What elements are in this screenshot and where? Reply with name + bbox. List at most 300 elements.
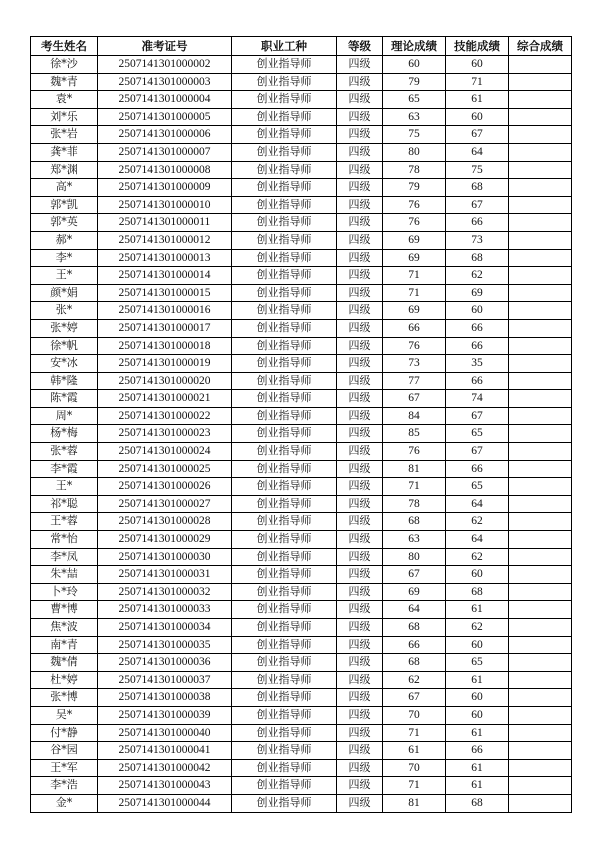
cell-theory-score: 77 (383, 372, 446, 390)
cell-level: 四级 (337, 143, 383, 161)
cell-job: 创业指导师 (232, 759, 337, 777)
cell-theory-score: 68 (383, 619, 446, 637)
cell-theory-score: 69 (383, 583, 446, 601)
cell-total-score (509, 214, 572, 232)
table-row (31, 724, 572, 742)
table-row (31, 126, 572, 144)
cell-level: 四级 (337, 425, 383, 443)
cell-ticket-id: 2507141301000030 (98, 548, 232, 566)
cell-skill-score: 60 (446, 706, 509, 724)
header-row (31, 37, 572, 56)
table-row (31, 706, 572, 724)
cell-level: 四级 (337, 407, 383, 425)
cell-name: 颜*娟 (31, 284, 98, 302)
cell-name: 王*军 (31, 759, 98, 777)
cell-skill-score: 62 (446, 548, 509, 566)
cell-name: 祁*聪 (31, 495, 98, 513)
cell-total-score (509, 267, 572, 285)
cell-ticket-id: 2507141301000036 (98, 654, 232, 672)
cell-ticket-id: 2507141301000021 (98, 390, 232, 408)
cell-total-score (509, 249, 572, 267)
cell-name: 陈*霞 (31, 390, 98, 408)
cell-name: 郭*凯 (31, 196, 98, 214)
cell-level: 四级 (337, 161, 383, 179)
cell-level: 四级 (337, 390, 383, 408)
table-row (31, 583, 572, 601)
cell-total-score (509, 777, 572, 795)
table-row (31, 531, 572, 549)
header-ticket-id: 准考证号 (98, 37, 232, 56)
cell-name: 郭*英 (31, 214, 98, 232)
cell-theory-score: 78 (383, 161, 446, 179)
cell-level: 四级 (337, 724, 383, 742)
cell-job: 创业指导师 (232, 231, 337, 249)
cell-level: 四级 (337, 302, 383, 320)
cell-job: 创业指导师 (232, 601, 337, 619)
table-row (31, 73, 572, 91)
cell-job: 创业指导师 (232, 179, 337, 197)
cell-level: 四级 (337, 126, 383, 144)
cell-skill-score: 64 (446, 143, 509, 161)
cell-ticket-id: 2507141301000012 (98, 231, 232, 249)
cell-ticket-id: 2507141301000041 (98, 742, 232, 760)
cell-name: 张*蓉 (31, 443, 98, 461)
cell-skill-score: 61 (446, 91, 509, 109)
cell-level: 四级 (337, 460, 383, 478)
cell-job: 创业指导师 (232, 284, 337, 302)
cell-total-score (509, 337, 572, 355)
cell-skill-score: 61 (446, 724, 509, 742)
cell-level: 四级 (337, 267, 383, 285)
cell-total-score (509, 636, 572, 654)
table-row (31, 231, 572, 249)
cell-skill-score: 65 (446, 478, 509, 496)
cell-ticket-id: 2507141301000029 (98, 531, 232, 549)
cell-skill-score: 69 (446, 284, 509, 302)
cell-total-score (509, 513, 572, 531)
cell-job: 创业指导师 (232, 372, 337, 390)
cell-skill-score: 68 (446, 249, 509, 267)
cell-skill-score: 66 (446, 742, 509, 760)
cell-name: 卜*玲 (31, 583, 98, 601)
cell-ticket-id: 2507141301000004 (98, 91, 232, 109)
cell-skill-score: 68 (446, 583, 509, 601)
cell-job: 创业指导师 (232, 619, 337, 637)
cell-theory-score: 67 (383, 689, 446, 707)
table-row (31, 161, 572, 179)
cell-total-score (509, 495, 572, 513)
cell-total-score (509, 355, 572, 373)
cell-theory-score: 73 (383, 355, 446, 373)
cell-job: 创业指导师 (232, 794, 337, 812)
cell-name: 王*蓉 (31, 513, 98, 531)
table-row (31, 407, 572, 425)
cell-level: 四级 (337, 108, 383, 126)
cell-skill-score: 61 (446, 671, 509, 689)
cell-theory-score: 75 (383, 126, 446, 144)
cell-level: 四级 (337, 636, 383, 654)
cell-theory-score: 71 (383, 724, 446, 742)
cell-ticket-id: 2507141301000011 (98, 214, 232, 232)
cell-name: 谷*园 (31, 742, 98, 760)
table-row (31, 759, 572, 777)
cell-skill-score: 61 (446, 601, 509, 619)
cell-theory-score: 71 (383, 478, 446, 496)
cell-skill-score: 75 (446, 161, 509, 179)
table-row (31, 143, 572, 161)
cell-ticket-id: 2507141301000003 (98, 73, 232, 91)
cell-job: 创业指导师 (232, 161, 337, 179)
table-row (31, 619, 572, 637)
cell-total-score (509, 724, 572, 742)
table-row (31, 742, 572, 760)
cell-total-score (509, 531, 572, 549)
header-level: 等级 (337, 37, 383, 56)
cell-theory-score: 64 (383, 601, 446, 619)
cell-total-score (509, 284, 572, 302)
cell-level: 四级 (337, 742, 383, 760)
cell-ticket-id: 2507141301000025 (98, 460, 232, 478)
cell-theory-score: 66 (383, 319, 446, 337)
cell-level: 四级 (337, 56, 383, 74)
cell-level: 四级 (337, 759, 383, 777)
cell-total-score (509, 372, 572, 390)
cell-ticket-id: 2507141301000009 (98, 179, 232, 197)
cell-level: 四级 (337, 689, 383, 707)
table-row (31, 548, 572, 566)
cell-job: 创业指导师 (232, 143, 337, 161)
cell-ticket-id: 2507141301000015 (98, 284, 232, 302)
cell-ticket-id: 2507141301000035 (98, 636, 232, 654)
cell-theory-score: 70 (383, 706, 446, 724)
cell-level: 四级 (337, 355, 383, 373)
cell-theory-score: 79 (383, 73, 446, 91)
cell-total-score (509, 319, 572, 337)
cell-skill-score: 66 (446, 460, 509, 478)
table-row (31, 249, 572, 267)
cell-theory-score: 69 (383, 231, 446, 249)
cell-name: 南*青 (31, 636, 98, 654)
table-row (31, 390, 572, 408)
cell-level: 四级 (337, 179, 383, 197)
cell-ticket-id: 2507141301000020 (98, 372, 232, 390)
cell-total-score (509, 601, 572, 619)
cell-ticket-id: 2507141301000019 (98, 355, 232, 373)
cell-level: 四级 (337, 478, 383, 496)
cell-name: 魏*倩 (31, 654, 98, 672)
cell-job: 创业指导师 (232, 337, 337, 355)
cell-job: 创业指导师 (232, 724, 337, 742)
cell-name: 王* (31, 478, 98, 496)
cell-total-score (509, 302, 572, 320)
cell-total-score (509, 742, 572, 760)
cell-ticket-id: 2507141301000005 (98, 108, 232, 126)
cell-total-score (509, 56, 572, 74)
table-row (31, 108, 572, 126)
cell-name: 张*岩 (31, 126, 98, 144)
cell-theory-score: 76 (383, 214, 446, 232)
cell-total-score (509, 689, 572, 707)
cell-ticket-id: 2507141301000027 (98, 495, 232, 513)
cell-total-score (509, 143, 572, 161)
cell-level: 四级 (337, 196, 383, 214)
cell-total-score (509, 91, 572, 109)
cell-name: 韩*隆 (31, 372, 98, 390)
cell-ticket-id: 2507141301000018 (98, 337, 232, 355)
cell-theory-score: 68 (383, 654, 446, 672)
cell-name: 杜*婷 (31, 671, 98, 689)
cell-skill-score: 60 (446, 636, 509, 654)
cell-theory-score: 67 (383, 566, 446, 584)
cell-skill-score: 60 (446, 566, 509, 584)
cell-total-score (509, 794, 572, 812)
cell-job: 创业指导师 (232, 742, 337, 760)
cell-name: 张* (31, 302, 98, 320)
cell-job: 创业指导师 (232, 355, 337, 373)
cell-theory-score: 76 (383, 337, 446, 355)
cell-ticket-id: 2507141301000010 (98, 196, 232, 214)
cell-name: 魏*青 (31, 73, 98, 91)
cell-theory-score: 80 (383, 548, 446, 566)
table-row (31, 355, 572, 373)
cell-ticket-id: 2507141301000034 (98, 619, 232, 637)
cell-name: 安*冰 (31, 355, 98, 373)
header-total-score: 综合成绩 (509, 37, 572, 56)
cell-ticket-id: 2507141301000033 (98, 601, 232, 619)
cell-skill-score: 66 (446, 337, 509, 355)
cell-name: 李*霞 (31, 460, 98, 478)
cell-ticket-id: 2507141301000008 (98, 161, 232, 179)
cell-name: 郝* (31, 231, 98, 249)
cell-ticket-id: 2507141301000023 (98, 425, 232, 443)
cell-name: 李* (31, 249, 98, 267)
score-table (30, 36, 572, 813)
cell-theory-score: 60 (383, 56, 446, 74)
cell-skill-score: 60 (446, 108, 509, 126)
cell-ticket-id: 2507141301000042 (98, 759, 232, 777)
cell-job: 创业指导师 (232, 654, 337, 672)
cell-skill-score: 62 (446, 619, 509, 637)
cell-theory-score: 70 (383, 759, 446, 777)
cell-name: 徐*沙 (31, 56, 98, 74)
cell-ticket-id: 2507141301000013 (98, 249, 232, 267)
cell-job: 创业指导师 (232, 302, 337, 320)
cell-name: 付*静 (31, 724, 98, 742)
cell-total-score (509, 126, 572, 144)
cell-name: 李*凤 (31, 548, 98, 566)
cell-skill-score: 73 (446, 231, 509, 249)
cell-ticket-id: 2507141301000007 (98, 143, 232, 161)
cell-ticket-id: 2507141301000014 (98, 267, 232, 285)
cell-total-score (509, 706, 572, 724)
cell-theory-score: 76 (383, 443, 446, 461)
table-row (31, 302, 572, 320)
cell-name: 袁* (31, 91, 98, 109)
table-row (31, 495, 572, 513)
cell-job: 创业指导师 (232, 214, 337, 232)
cell-total-score (509, 73, 572, 91)
cell-theory-score: 81 (383, 794, 446, 812)
cell-ticket-id: 2507141301000037 (98, 671, 232, 689)
cell-skill-score: 62 (446, 513, 509, 531)
cell-job: 创业指导师 (232, 583, 337, 601)
cell-theory-score: 66 (383, 636, 446, 654)
table-row (31, 337, 572, 355)
table-row (31, 267, 572, 285)
cell-total-score (509, 583, 572, 601)
cell-level: 四级 (337, 372, 383, 390)
header-skill-score: 技能成绩 (446, 37, 509, 56)
table-row (31, 671, 572, 689)
cell-job: 创业指导师 (232, 566, 337, 584)
cell-level: 四级 (337, 619, 383, 637)
cell-total-score (509, 460, 572, 478)
cell-job: 创业指导师 (232, 689, 337, 707)
cell-job: 创业指导师 (232, 196, 337, 214)
cell-job: 创业指导师 (232, 460, 337, 478)
cell-job: 创业指导师 (232, 56, 337, 74)
cell-job: 创业指导师 (232, 671, 337, 689)
cell-name: 曹*博 (31, 601, 98, 619)
cell-skill-score: 67 (446, 126, 509, 144)
cell-ticket-id: 2507141301000038 (98, 689, 232, 707)
cell-name: 徐*帆 (31, 337, 98, 355)
cell-total-score (509, 478, 572, 496)
cell-job: 创业指导师 (232, 407, 337, 425)
cell-level: 四级 (337, 513, 383, 531)
cell-name: 杨*梅 (31, 425, 98, 443)
header-job: 职业工种 (232, 37, 337, 56)
cell-skill-score: 60 (446, 302, 509, 320)
cell-job: 创业指导师 (232, 267, 337, 285)
cell-level: 四级 (337, 531, 383, 549)
cell-job: 创业指导师 (232, 390, 337, 408)
cell-level: 四级 (337, 73, 383, 91)
cell-ticket-id: 2507141301000016 (98, 302, 232, 320)
cell-theory-score: 80 (383, 143, 446, 161)
cell-level: 四级 (337, 495, 383, 513)
cell-job: 创业指导师 (232, 91, 337, 109)
cell-level: 四级 (337, 231, 383, 249)
cell-skill-score: 62 (446, 267, 509, 285)
cell-ticket-id: 2507141301000024 (98, 443, 232, 461)
cell-skill-score: 66 (446, 214, 509, 232)
cell-skill-score: 67 (446, 407, 509, 425)
table-row (31, 601, 572, 619)
cell-skill-score: 67 (446, 196, 509, 214)
cell-skill-score: 67 (446, 443, 509, 461)
cell-skill-score: 66 (446, 372, 509, 390)
table-row (31, 566, 572, 584)
cell-total-score (509, 108, 572, 126)
cell-job: 创业指导师 (232, 531, 337, 549)
cell-theory-score: 63 (383, 108, 446, 126)
cell-skill-score: 61 (446, 777, 509, 795)
cell-ticket-id: 2507141301000039 (98, 706, 232, 724)
cell-level: 四级 (337, 706, 383, 724)
cell-name: 李*浩 (31, 777, 98, 795)
cell-ticket-id: 2507141301000032 (98, 583, 232, 601)
table-row (31, 777, 572, 795)
cell-level: 四级 (337, 548, 383, 566)
cell-theory-score: 81 (383, 460, 446, 478)
cell-job: 创业指导师 (232, 777, 337, 795)
table-row (31, 214, 572, 232)
cell-skill-score: 66 (446, 319, 509, 337)
cell-job: 创业指导师 (232, 495, 337, 513)
cell-theory-score: 63 (383, 531, 446, 549)
cell-name: 高* (31, 179, 98, 197)
cell-theory-score: 78 (383, 495, 446, 513)
cell-skill-score: 65 (446, 425, 509, 443)
table-row (31, 689, 572, 707)
cell-ticket-id: 2507141301000026 (98, 478, 232, 496)
cell-skill-score: 64 (446, 531, 509, 549)
cell-name: 焦*波 (31, 619, 98, 637)
cell-theory-score: 79 (383, 179, 446, 197)
score-sheet (30, 36, 572, 813)
cell-level: 四级 (337, 337, 383, 355)
cell-job: 创业指导师 (232, 108, 337, 126)
table-row (31, 284, 572, 302)
cell-level: 四级 (337, 671, 383, 689)
cell-total-score (509, 654, 572, 672)
cell-level: 四级 (337, 654, 383, 672)
cell-total-score (509, 671, 572, 689)
cell-theory-score: 69 (383, 249, 446, 267)
cell-ticket-id: 2507141301000044 (98, 794, 232, 812)
cell-theory-score: 71 (383, 284, 446, 302)
cell-name: 朱*喆 (31, 566, 98, 584)
cell-total-score (509, 619, 572, 637)
cell-name: 郑*渊 (31, 161, 98, 179)
cell-theory-score: 76 (383, 196, 446, 214)
table-row (31, 196, 572, 214)
cell-job: 创业指导师 (232, 513, 337, 531)
cell-job: 创业指导师 (232, 126, 337, 144)
cell-total-score (509, 231, 572, 249)
table-row (31, 513, 572, 531)
cell-theory-score: 85 (383, 425, 446, 443)
cell-ticket-id: 2507141301000017 (98, 319, 232, 337)
cell-theory-score: 69 (383, 302, 446, 320)
cell-job: 创业指导师 (232, 249, 337, 267)
cell-ticket-id: 2507141301000043 (98, 777, 232, 795)
cell-skill-score: 68 (446, 794, 509, 812)
cell-job: 创业指导师 (232, 636, 337, 654)
cell-total-score (509, 759, 572, 777)
cell-name: 龚*菲 (31, 143, 98, 161)
cell-skill-score: 65 (446, 654, 509, 672)
cell-total-score (509, 161, 572, 179)
table-row (31, 443, 572, 461)
table-row (31, 636, 572, 654)
cell-name: 刘*乐 (31, 108, 98, 126)
cell-name: 周* (31, 407, 98, 425)
cell-name: 王* (31, 267, 98, 285)
cell-skill-score: 71 (446, 73, 509, 91)
cell-level: 四级 (337, 91, 383, 109)
cell-theory-score: 62 (383, 671, 446, 689)
cell-name: 金* (31, 794, 98, 812)
header-name: 考生姓名 (31, 37, 98, 56)
cell-skill-score: 60 (446, 56, 509, 74)
cell-level: 四级 (337, 794, 383, 812)
cell-level: 四级 (337, 601, 383, 619)
table-row (31, 460, 572, 478)
cell-skill-score: 64 (446, 495, 509, 513)
cell-level: 四级 (337, 583, 383, 601)
